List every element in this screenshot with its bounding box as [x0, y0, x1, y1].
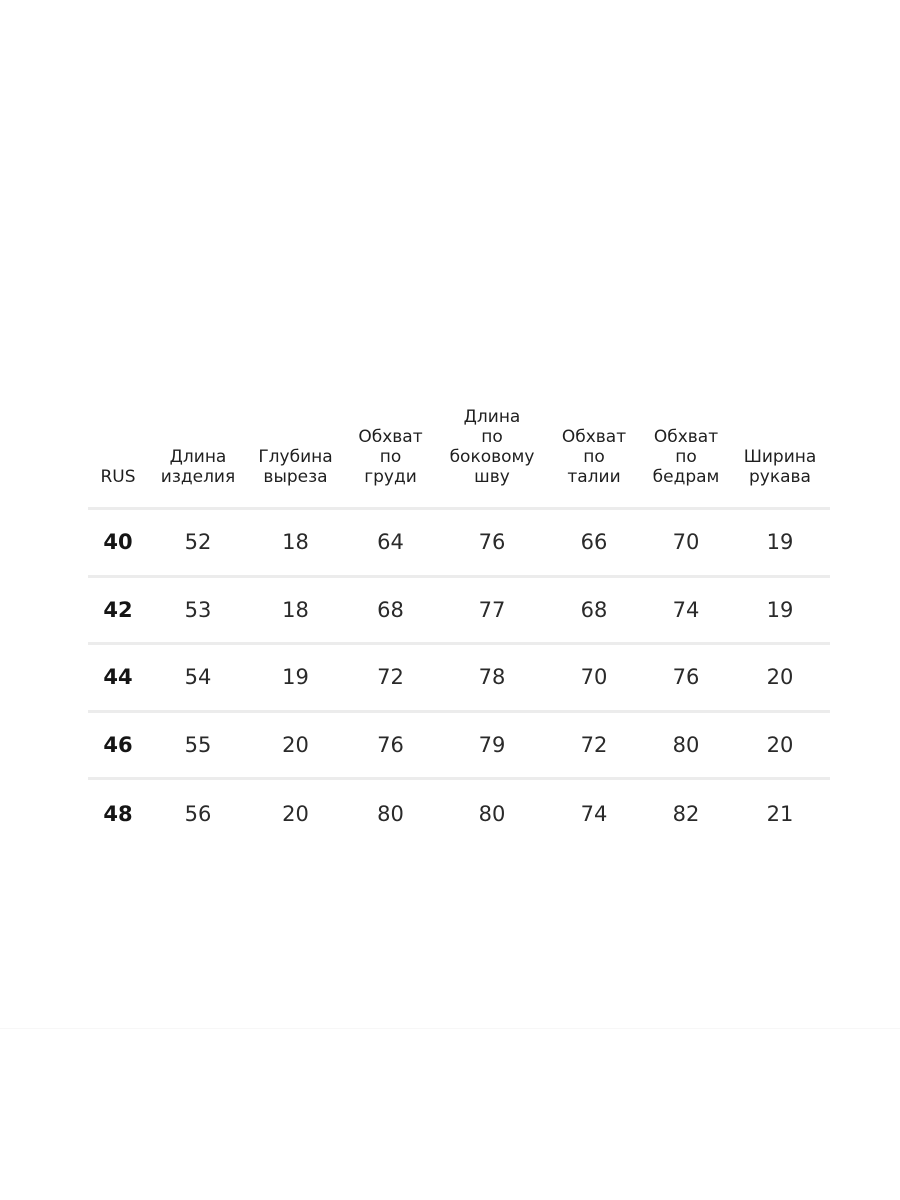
header-neck-depth: Глубина выреза [258, 447, 333, 487]
table-cell: 80 [672, 732, 700, 757]
table-cell: 79 [478, 732, 506, 757]
table-cell: 20 [766, 665, 794, 690]
table-row [88, 645, 830, 713]
table-cell: 54 [184, 665, 212, 690]
table-cell: 74 [672, 597, 700, 622]
table-cell: 82 [672, 801, 700, 826]
header-length: Длина изделия [160, 447, 236, 487]
table-row [88, 578, 830, 646]
table-header-row [88, 407, 830, 510]
table-cell: 76 [377, 732, 404, 757]
header-chest: Обхват по груди [358, 427, 423, 487]
table-row [88, 780, 830, 848]
table-cell: 78 [478, 665, 506, 690]
size-value: 48 [103, 801, 133, 826]
table-cell: 68 [580, 597, 608, 622]
size-chart-table [88, 407, 830, 848]
header-rus: RUS [100, 467, 136, 487]
table-cell: 20 [766, 732, 794, 757]
table-cell: 77 [478, 597, 506, 622]
table-cell: 20 [282, 732, 309, 757]
table-cell: 19 [766, 597, 794, 622]
table-cell: 76 [672, 665, 700, 690]
size-value: 44 [103, 665, 133, 690]
size-value: 42 [103, 597, 133, 622]
table-cell: 52 [184, 530, 212, 555]
table-cell: 70 [672, 530, 700, 555]
table-row [88, 510, 830, 578]
table-cell: 66 [580, 530, 608, 555]
size-value: 46 [103, 732, 133, 757]
bottom-divider [0, 1028, 900, 1029]
table-cell: 55 [184, 732, 212, 757]
table-cell: 80 [478, 801, 506, 826]
table-cell: 72 [580, 732, 608, 757]
table-cell: 76 [478, 530, 506, 555]
table-cell: 56 [184, 801, 212, 826]
table-cell: 19 [766, 530, 794, 555]
header-hips: Обхват по бедрам [652, 427, 720, 487]
table-cell: 80 [377, 801, 404, 826]
table-cell: 18 [282, 597, 309, 622]
table-cell: 21 [766, 801, 794, 826]
table-cell: 20 [282, 801, 309, 826]
table-cell: 64 [377, 530, 404, 555]
table-cell: 70 [580, 665, 608, 690]
table-cell: 72 [377, 665, 404, 690]
header-side-seam-length: Длина по боковому шву [449, 407, 535, 487]
header-waist: Обхват по талии [561, 427, 627, 487]
size-value: 40 [103, 530, 133, 555]
table-cell: 68 [377, 597, 404, 622]
table-row [88, 713, 830, 781]
table-cell: 53 [184, 597, 212, 622]
header-sleeve-width: Ширина рукава [743, 447, 817, 487]
table-cell: 18 [282, 530, 309, 555]
table-cell: 19 [282, 665, 309, 690]
table-cell: 74 [580, 801, 608, 826]
